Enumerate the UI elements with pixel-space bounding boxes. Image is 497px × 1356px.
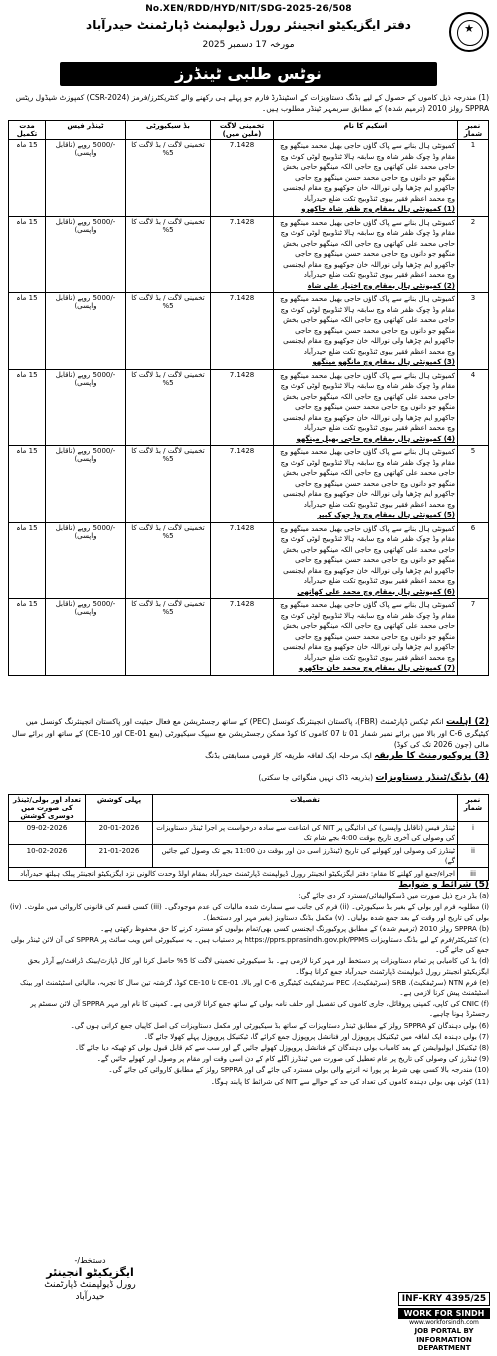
- signature-block: [25, 1255, 155, 1303]
- terms-item: (8) ٹیکنیکل ایولیوایشن کے بعد کامیاب بولی دہندگان کے فنانشل پروپوزل کھولے جائیں گے اور سب سے کم قابل قبول بولی کو ٹھیکہ دیا جائے گا۔: [74, 1044, 489, 1053]
- col-serial: نمبر شمار: [458, 121, 489, 140]
- work-security: تخمینی لاگت / بڈ لاگت کا 5%: [126, 599, 211, 676]
- terms-item: (9) ٹینڈرز کی وصولی کی تاریخ پر عام تعطیل کی صورت میں ٹینڈرز اگلے کام کے دن اسی وقت اور مقام پر وصول اور کھولے جائیں گے۔: [96, 1055, 489, 1064]
- work-description: [274, 369, 458, 446]
- work-description: [274, 140, 458, 217]
- terms-list: [8, 891, 489, 1087]
- terms-item: (b) SPPRA رولز 2010 (ترمیم شدہ) کے مطابق پروکیورنگ ایجنسی کسی بھی/تمام بولیوں کو مسترد کرنے کا حق محفوظ رکھتی ہے۔: [100, 924, 489, 933]
- work-fee: -/5000 روپے (ناقابل واپسی): [46, 446, 126, 523]
- work-security: تخمینی لاگت / بڈ لاگت کا 5%: [126, 522, 211, 599]
- work-title: (5) کمیونٹی ہال بمقام وچ وڈ چوک کبیر: [317, 511, 455, 519]
- work-fee: -/5000 روپے (ناقابل واپسی): [46, 369, 126, 446]
- terms-heading: (5) شرائط و ضوابط: [398, 880, 489, 890]
- work-security: تخمینی لاگت / بڈ لاگت کا 5%: [126, 140, 211, 217]
- terms-item: (i) مطلوبہ فرم اور بولی کے بغیر بڈ سیکیورٹی۔ (ii) فرم کی جانب سے سمارٹ شدہ مالیات کی عدم موجودگی۔ (iii) کسی قسم کی قانونی کاروائی میں ملوث۔ (iv) بولی کی تاریخ اور وقت کے بعد جمع شدہ بولیاں۔ (v) مکمل بڈنگ دستاویز (بغیر مہر اور دستخط)۔: [9, 903, 489, 922]
- terms-item: (a) بڈر درج ذیل صورت میں ڈسکوالیفائی/مسترد کر دی جائے گی:: [298, 892, 489, 901]
- work-title: (3) کمیونٹی ہال بمقام وچ مانگھو مینگھو: [312, 358, 455, 366]
- col-cost: تخمینی لاگت (ملین میں): [211, 121, 274, 140]
- procurement-heading: (3) پروکیورمنٹ کا طریقہ: [374, 751, 489, 761]
- website-link[interactable]: www.workforsindh.com: [409, 1319, 479, 1326]
- work-description: [274, 522, 458, 599]
- work-serial: 6: [458, 522, 489, 599]
- work-security: تخمینی لاگت / بڈ لاگت کا 5%: [126, 293, 211, 370]
- notice-title: نوٹس طلبی ٹینڈرز: [60, 62, 437, 86]
- col-security: بڈ سیکیورٹی: [126, 121, 211, 140]
- work-fee: -/5000 روپے (ناقابل واپسی): [46, 293, 126, 370]
- work-security: تخمینی لاگت / بڈ لاگت کا 5%: [126, 216, 211, 293]
- works-row: [9, 522, 489, 599]
- work-title: (2) کمیونٹی ہال بمقام وچ اختیار علی شاہ: [307, 281, 455, 290]
- work-serial: 2: [458, 216, 489, 293]
- works-row: [9, 446, 489, 523]
- work-desc-text: کمیونٹی ہال بنانے سے پاک گاؤں حاجی بھیل محمد مینگھو وچ مقام وڈ چوک ظفر شاہ وچ سابقہ ہالا ٹنڈوبیج لوٹی کوٹ وچ حاجی محمد علی کھاتھی وچ حاجی الکہ مینگھو حاجی بخش منگھو جو دانوں وچ حاجی محمد حسن مینگھو وچ حاجی جاکھرو ایم چڑھیا ولی نوراللہ خان جوکھیو وچ مقام ایجنسی وچ محمد اعظم فقیر بیوی ٹنڈوبیج تکت ضلع حیدرآباد: [280, 524, 455, 585]
- signature-department: رورل ڈیولپمنٹ ڈپارٹمنٹ: [44, 1280, 136, 1290]
- work-title: (4) کمیونٹی ہال بمقام وچ حاجی بھیل مینگھو: [296, 434, 455, 443]
- work-desc-text: کمیونٹی ہال بنانے سے پاک گاؤں حاجی بھیل محمد مینگھو وچ مقام وڈ چوک ظفر شاہ وچ سابقہ ہالا ٹنڈوبیج لوٹی کوٹ وچ حاجی محمد علی کھاتھی وچ حاجی الکہ مینگھو حاجی بخش منگھو جو دانوں وچ حاجی محمد حسن مینگھو وچ حاجی جاکھرو ایم چڑھیا ولی نوراللہ خان جوکھیو وچ مقام ایجنسی وچ محمد اعظم فقیر بیوی ٹنڈوبیج تکت ضلع حیدرآباد: [280, 218, 455, 279]
- terms-item: (10) مندرجہ بالا کسی بھی شرط پر پورا نہ اترنے والی بولی مسترد کی جائے گی اور SPPRA رولز کے مطابق کاروائی کی جائے گی۔: [108, 1066, 489, 1075]
- job-portal-line2: INFORMATION DEPARTMENT: [416, 1336, 472, 1352]
- work-period: 15 ماہ: [9, 216, 46, 293]
- terms-item: (11) کوئی بھی بولی دہندہ کاموں کی تعداد کی حد کے حوالے سے NIT کی شرائط کا پابند ہوگا۔: [210, 1077, 489, 1086]
- schedule-row: ii ٹینڈرز کی وصولی اور کھولنے کی تاریخ (ٹینڈرز اسی دن اور بوقت دن 11:00 بجے تک وصول کیے جائیں گے) 21-01-2026 10-02-2026: [9, 845, 489, 868]
- bidding-docs-section: [8, 772, 489, 784]
- terms-item: (e) فرم NTN (سرٹیفکیٹ)، SRB (سرٹیفکیٹ)، PEC سرٹیفکیٹ کیٹیگری C-6 اور بالا، CE-01 تا CE-10 کوڈ، گزشتہ تین سال کا تجربہ، مالیاتی اسٹیٹمنٹ اور بینک اسٹیٹمنٹ پیش کرنا لازمی ہے۔: [19, 978, 489, 998]
- terms-item: (f) CNIC کی کاپی، کمپنی پروفائل، جاری کاموں کی تفصیل اور حلف نامہ بولی کے ساتھ جمع کرانا لازمی ہے۔ کمپنی کا نام اور مہر SPPRA آن لائن سسٹم پر رجسٹرڈ ہونا چاہیے۔: [30, 1000, 489, 1019]
- work-serial: 5: [458, 446, 489, 523]
- work-title: (7) کمیونٹی ہال بمقام وچ محمد خان جاکھرو: [298, 664, 455, 672]
- work-fee: -/5000 روپے (ناقابل واپسی): [46, 216, 126, 293]
- work-description: [274, 599, 458, 676]
- work-desc-text: کمیونٹی ہال بنانے سے پاک گاؤں حاجی بھیل محمد مینگھو وچ مقام وڈ چوک ظفر شاہ وچ سابقہ ہالا ٹنڈوبیج لوٹی کوٹ وچ حاجی محمد علی کھاتھی وچ حاجی الکہ مینگھو حاجی بخش منگھو جو دانوں وچ حاجی محمد حسن مینگھو وچ حاجی جاکھرو ایم چڑھیا ولی نوراللہ خان جوکھیو وچ مقام ایجنسی وچ محمد اعظم فقیر بیوی ٹنڈوبیج تکت ضلع حیدرآباد: [280, 448, 455, 509]
- work-serial: 4: [458, 369, 489, 446]
- footer-block: [398, 1292, 490, 1352]
- terms-section: [8, 880, 489, 1088]
- eligibility-section: [8, 716, 489, 750]
- sched-col-second: تعداد اور بولی/ٹینڈر کی صورت میں دوسری کوشش: [9, 795, 86, 822]
- sched-col-serial: نمبر شمار: [458, 795, 489, 822]
- inf-badge: INF-KRY 4395/25: [398, 1292, 490, 1306]
- government-seal-icon: ★: [449, 12, 489, 52]
- work-cost: 7.1428: [211, 216, 274, 293]
- bidding-docs-heading: (4) بڈنگ/ٹینڈر دستاویزات: [375, 773, 489, 783]
- work-serial: 7: [458, 599, 489, 676]
- work-cost: 7.1428: [211, 140, 274, 217]
- works-row: [9, 216, 489, 293]
- schedule-table: [8, 794, 489, 881]
- schedule-row: iii اجراء/جمع اور کھلنے کا مقام: دفتر ایگزیکیٹو انجینئر رورل ڈیولپمنٹ ڈپارٹمنٹ حیدرآباد بمقام اولڈ وحدت کالونی نزد ایگزیکیٹو انجینئر پبلک ہیلتھ حیدرآباد: [9, 868, 489, 881]
- terms-item: (d) بڈ کی کامیابی پر تمام دستاویزات پر دستخط اور مہر کرنا لازمی ہے۔ بڈ سیکیورٹی تخمینی لاگت کا 5% حاصل کرنا اور کال ڈپازٹ/بینک ڈرافٹ/پے آرڈر بحق ایگزیکیٹو انجینئر رورل ڈیولپمنٹ ڈپارٹمنٹ حیدرآباد جمع کرانا ہوگا۔: [27, 957, 489, 976]
- work-title: (6) کمیونٹی ہال بمقام وچ محمد علی کھاتھی: [297, 587, 455, 596]
- work-period: 15 ماہ: [9, 293, 46, 370]
- work-fee: -/5000 روپے (ناقابل واپسی): [46, 522, 126, 599]
- work-title: (1) کمیونٹی ہال بمقام وچ ظفر شاہ جاکھرو: [301, 205, 455, 213]
- terms-item: (c) کنٹریکٹر/فرم کے لیے بڈنگ دستاویزات https://pprs.pprasindh.gov.pk/PPMS پر دستیاب ہیں۔ یہ سیکیورٹی اس ویب سائٹ پر SPPRA کی آن لائن ٹینڈر بولی جمع کی جائے گی۔: [10, 936, 489, 955]
- work-period: 15 ماہ: [9, 446, 46, 523]
- work-period: 15 ماہ: [9, 369, 46, 446]
- terms-item: (6) بولی دہندگان کو SPPRA رولز کے مطابق ٹینڈر دستاویزات کے ساتھ بڈ سیکیورٹی اور مکمل دستاویزات کی اصل کاپیاں جمع کرانی ہوں گی۔: [70, 1021, 489, 1030]
- bidding-docs-subtitle: (بذریعہ ڈاک نہیں منگوائی جا سکتی): [258, 773, 374, 782]
- col-fee: ٹینڈر فیس: [46, 121, 126, 140]
- intro-paragraph: (1) مندرجہ ذیل کاموں کے حصول کے لیے بڈنگ دستاویزات کے اسٹینڈرڈ فارم جو پہلے ہی رکھنے والے کنٹریکٹرز/فرمز (CSR-2024) کمپوزٹ شیڈول ریٹس SPPRA رولز 2010 (ترمیم شدہ) کے مطابق سربمہر ٹینڈر مطلوب ہیں۔: [15, 93, 489, 113]
- eligibility-heading: (2) اہلیت: [446, 717, 489, 727]
- work-period: 15 ماہ: [9, 599, 46, 676]
- works-row: [9, 293, 489, 370]
- works-row: [9, 369, 489, 446]
- notice-date: مورخہ 17 دسمبر 2025: [202, 40, 295, 50]
- work-description: [274, 446, 458, 523]
- works-table: [8, 120, 489, 676]
- work-fee: -/5000 روپے (ناقابل واپسی): [46, 140, 126, 217]
- terms-item: (7) بولی دہندہ ایک لفافہ میں ٹیکنیکل پروپوزل اور فنانشل پروپوزل جمع کرائے گا، ٹیکنیکل پروپوزل پہلے کھولا جائے گا۔: [143, 1032, 489, 1041]
- procurement-section: [8, 750, 489, 762]
- reference-number: No.XEN/RDD/HYD/NIT/SDG-2025-26/508: [145, 4, 352, 14]
- col-scheme: اسکیم کا نام: [274, 121, 458, 140]
- sched-col-details: تفصیلات: [153, 795, 458, 822]
- work-cost: 7.1428: [211, 293, 274, 370]
- col-period: مدت تکمیل: [9, 121, 46, 140]
- schedule-table-header: [9, 795, 489, 822]
- signature-city: حیدرآباد: [75, 1292, 105, 1302]
- work-cost: 7.1428: [211, 522, 274, 599]
- signature-designation: ایگزیکیٹو انجینئر: [46, 1266, 134, 1279]
- work-for-sindh-logo: WORK FOR SINDH: [398, 1308, 490, 1319]
- work-period: 15 ماہ: [9, 522, 46, 599]
- work-serial: 3: [458, 293, 489, 370]
- sched-col-first: پہلی کوشش: [86, 795, 153, 822]
- work-security: تخمینی لاگت / بڈ لاگت کا 5%: [126, 446, 211, 523]
- work-cost: 7.1428: [211, 446, 274, 523]
- works-row: [9, 140, 489, 217]
- work-fee: -/5000 روپے (ناقابل واپسی): [46, 599, 126, 676]
- work-period: 15 ماہ: [9, 140, 46, 217]
- work-desc-text: کمیونٹی ہال بنانے سے پاک گاؤں حاجی بھیل محمد مینگھو وچ مقام وڈ چوک ظفر شاہ وچ سابقہ ہالا ٹنڈوبیج لوٹی کوٹ وچ حاجی محمد علی کھاتھی وچ حاجی الکہ مینگھو حاجی بخش منگھو جو دانوں وچ حاجی محمد حسن مینگھو وچ حاجی جاکھرو ایم چڑھیا ولی نوراللہ خان جوکھیو وچ مقام ایجنسی وچ محمد اعظم فقیر بیوی ٹنڈوبیج تکت ضلع حیدرآباد: [280, 295, 455, 356]
- office-title: دفتر ایگزیکیٹو انجینئر رورل ڈیولپمنٹ ڈپارٹمنٹ حیدرآباد: [86, 18, 411, 32]
- work-desc-text: کمیونٹی ہال بنانے سے پاک گاؤں حاجی بھیل محمد مینگھو وچ مقام وڈ چوک ظفر شاہ وچ سابقہ ہالا ٹنڈوبیج لوٹی کوٹ وچ حاجی محمد علی کھاتھی وچ حاجی الکہ مینگھو حاجی بخش منگھو جو دانوں وچ حاجی محمد حسن مینگھو وچ حاجی جاکھرو ایم چڑھیا ولی نوراللہ خان جوکھیو وچ مقام ایجنسی وچ محمد اعظم فقیر بیوی ٹنڈوبیج تکت ضلع حیدرآباد: [280, 601, 455, 662]
- work-desc-text: کمیونٹی ہال بنانے سے پاک گاؤں حاجی بھیل محمد مینگھو وچ مقام وڈ چوک ظفر شاہ وچ سابقہ ہالا ٹنڈوبیج لوٹی کوٹ وچ حاجی محمد علی کھاتھی وچ حاجی الکہ مینگھو حاجی بخش منگھو جو دانوں وچ حاجی محمد حسن مینگھو وچ حاجی جاکھرو ایم چڑھیا ولی نوراللہ خان جوکھیو وچ مقام ایجنسی وچ محمد اعظم فقیر بیوی ٹنڈوبیج تکت ضلع حیدرآباد: [280, 371, 455, 432]
- signature-sd: دستخط/-: [74, 1256, 106, 1265]
- eligibility-text: انکم ٹیکس ڈپارٹمنٹ (FBR)، پاکستان انجینئرنگ کونسل (PEC) کے ساتھ رجسٹریشن مع فعال حیثیت اور پاکستان انجینئرنگ کونسل میں کیٹیگری C-6 اور بالا میں برائے نمبر شمار 01 تا 07 کاموں کا کوڈ ممکن رجسٹریشن مع سیپک سیکیورٹی (بمع CE-01 اور CE-10) کے ساتھ اور برائے سال مالی (جون 2026 تک کی کوڈ): [11, 717, 489, 749]
- works-row: [9, 599, 489, 676]
- job-portal-line1: JOB PORTAL BY: [414, 1327, 474, 1335]
- work-description: [274, 293, 458, 370]
- work-description: [274, 216, 458, 293]
- works-table-header: [9, 121, 489, 140]
- work-security: تخمینی لاگت / بڈ لاگت کا 5%: [126, 369, 211, 446]
- work-cost: 7.1428: [211, 369, 274, 446]
- work-desc-text: کمیونٹی ہال بنانے سے پاک گاؤں حاجی بھیل محمد مینگھو وچ مقام وڈ چوک ظفر شاہ وچ سابقہ ہالا ٹنڈوبیج لوٹی کوٹ وچ حاجی محمد علی کھاتھی وچ حاجی الکہ مینگھو حاجی بخش منگھو جو دانوں وچ حاجی محمد حسن مینگھو وچ حاجی جاکھرو ایم چڑھیا ولی نوراللہ خان جوکھیو وچ مقام ایجنسی وچ محمد اعظم فقیر بیوی ٹنڈوبیج تکت ضلع حیدرآباد: [280, 142, 455, 203]
- procurement-text: ایک مرحلہ ایک لفافہ طریقہ کار قومی مسابقتی بڈنگ: [205, 751, 372, 760]
- work-serial: 1: [458, 140, 489, 217]
- work-cost: 7.1428: [211, 599, 274, 676]
- schedule-row: i ٹینڈر فیس (ناقابل واپسی) کی ادائیگی پر NIT کی اشاعت سے سادہ درخواست پر اجرا ٹینڈر دستاویزات کی وصولی کی آخری تاریخ بوقت 4:00 بجے شام تک 20-01-2026 09-02-2026: [9, 822, 489, 845]
